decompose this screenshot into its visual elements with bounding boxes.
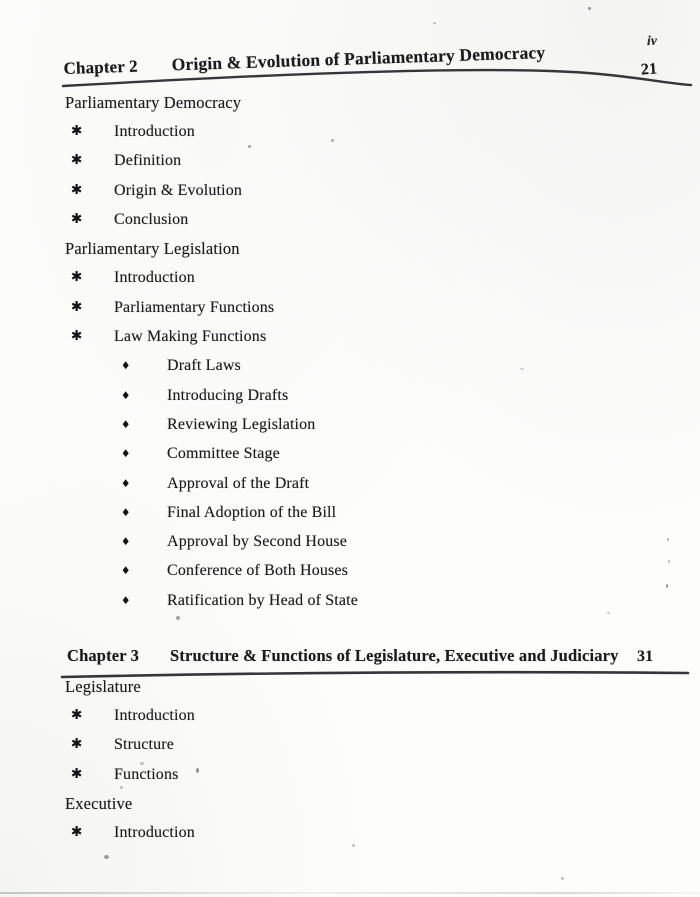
diamond-bullet-icon: ♦ [121,506,131,519]
toc-entry [0,293,700,322]
star-bullet-icon: ✱ [71,122,83,139]
toc-entry [0,818,700,847]
star-bullet-icon: ✱ [71,765,83,782]
toc-entry-label: Functions [114,765,179,783]
diamond-bullet-icon: ♦ [121,389,131,402]
star-bullet-icon: ✱ [71,706,83,723]
chapter3-title: Structure & Functions of Legislature, Executive and Judiciary [170,646,619,665]
scan-bottom-edge [0,892,700,894]
toc-entry [0,176,700,205]
toc-entry-label: Introducing Drafts [167,386,289,404]
scan-speck [140,762,144,765]
toc-entry [0,469,700,498]
chapter3-label: Chapter 3 [67,646,140,665]
toc-entry-label: Origin & Evolution [114,181,243,199]
diamond-bullet-icon: ♦ [121,447,131,460]
toc-entry-label: Reviewing Legislation [167,415,316,433]
toc-entry [0,731,700,760]
scan-speck [196,768,199,773]
scan-speck [666,584,668,588]
diamond-bullet-icon: ♦ [121,594,131,607]
toc-entry-label: Parliamentary Legislation [65,239,240,259]
chapter3-header [0,646,700,670]
toc-entry [0,760,700,789]
toc-entry-label: Executive [65,793,133,813]
toc-entry-label: Approval by Second House [167,533,348,551]
toc-entry-label: Legislature [65,676,141,696]
toc-entry [0,147,700,176]
star-bullet-icon: ✱ [71,736,83,753]
toc-entry-label: Conference of Both Houses [167,562,349,580]
star-bullet-icon: ✱ [71,152,83,169]
toc-entry [0,527,700,556]
scan-speck [176,616,180,620]
chapter2-page-number: 21 [640,60,658,79]
scan-speck [561,877,564,880]
scan-speck [433,22,436,24]
chapter3-toc-list [0,672,700,848]
scan-speck [588,7,591,10]
toc-entry-label: Structure [114,736,174,754]
star-bullet-icon: ✱ [71,181,83,198]
scan-speck [248,145,251,148]
star-bullet-icon: ✱ [71,269,83,286]
toc-entry-label: Approval of the Draft [167,474,310,492]
toc-entry [0,352,700,381]
scan-speck [104,855,109,859]
scan-speck [120,786,123,789]
star-bullet-icon: ✱ [71,298,83,315]
toc-entry [0,586,700,615]
toc-entry-label: Parliamentary Functions [114,298,275,316]
toc-entry-label: Ratification by Head of State [167,591,358,609]
chapter2-title: Origin & Evolution of Parliamentary Democracy [171,42,546,75]
diamond-bullet-icon: ♦ [121,535,131,548]
chapter2-label: Chapter 2 [63,56,139,79]
scan-speck [607,612,610,614]
toc-section-heading [0,672,700,701]
scan-speck [668,560,670,563]
corner-folio: iv [647,33,658,48]
star-bullet-icon: ✱ [71,210,83,227]
toc-entry-label: Introduction [114,824,195,842]
chapter3-page-number: 31 [637,648,654,665]
toc-entry-label: Parliamentary Democracy [65,92,242,112]
toc-section-heading [0,789,700,818]
scan-speck [352,844,355,847]
toc-entry-label: Introduction [114,706,195,724]
toc-entry-label: Conclusion [114,210,189,228]
toc-entry-label: Law Making Functions [114,328,267,346]
toc-entry [0,557,700,586]
toc-entry [0,498,700,527]
toc-entry [0,410,700,439]
toc-entry-label: Final Adoption of the Bill [167,503,337,521]
star-bullet-icon: ✱ [71,823,83,840]
scan-speck [520,368,524,370]
toc-entry [0,322,700,351]
toc-entry [0,381,700,410]
scan-speck [667,538,669,541]
toc-entry-label: Committee Stage [167,445,280,463]
toc-entry [0,264,700,293]
toc-entry [0,205,700,234]
toc-section-heading [0,88,700,117]
toc-entry [0,701,700,730]
diamond-bullet-icon: ♦ [121,565,131,578]
diamond-bullet-icon: ♦ [121,418,131,431]
toc-entry [0,440,700,469]
star-bullet-icon: ✱ [71,327,83,344]
toc-entry-label: Introduction [114,269,195,287]
diamond-bullet-icon: ♦ [121,477,131,490]
toc-entry-label: Definition [114,152,182,170]
diamond-bullet-icon: ♦ [121,360,131,373]
toc-section-heading [0,234,700,263]
toc-entry [0,117,700,146]
chapter2-toc-list [0,88,700,615]
toc-entry-label: Introduction [114,122,195,140]
scan-speck [331,139,334,142]
chapter2-header [63,42,545,82]
toc-entry-label: Draft Laws [167,357,241,375]
